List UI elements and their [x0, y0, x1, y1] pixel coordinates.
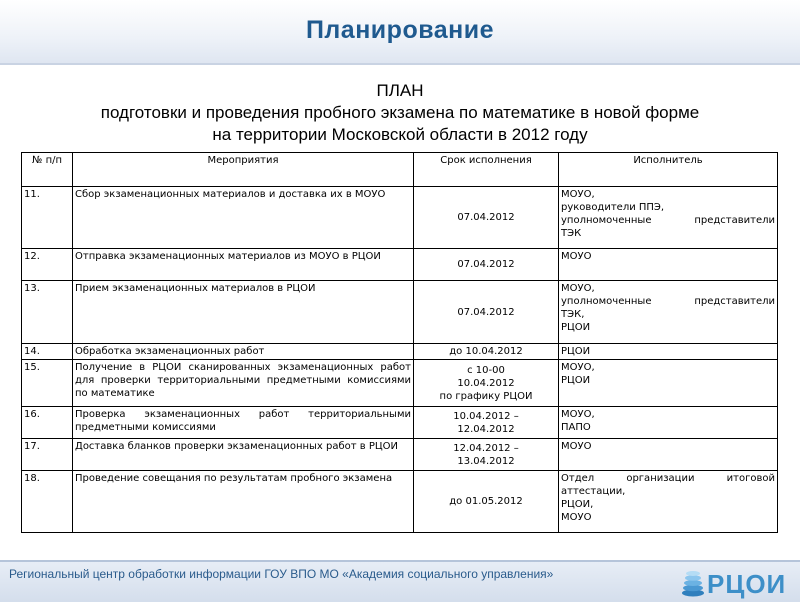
table-row	[22, 281, 778, 344]
executor-line: МОУО	[561, 251, 592, 262]
footer-organization: Региональный центр обработки информации ГОУ ВПО МО «Академия социального управления»	[9, 567, 554, 581]
header-num: № п/п	[22, 153, 73, 187]
row-num: 13.	[22, 281, 73, 344]
row-executor	[559, 360, 778, 407]
row-date	[414, 249, 559, 281]
executor-line: МОУО,	[561, 362, 595, 373]
date-line: с 10-00	[467, 364, 505, 376]
table-row	[22, 249, 778, 281]
table-header-row	[22, 153, 778, 187]
row-executor	[559, 407, 778, 439]
executor-line: РЦОИ,	[561, 499, 594, 510]
row-executor	[559, 344, 778, 360]
table-row	[22, 360, 778, 407]
row-date	[414, 360, 559, 407]
plan-heading-line3: на территории Московской области в 2012 году	[212, 125, 588, 144]
row-date	[414, 471, 559, 533]
row-date	[414, 281, 559, 344]
executor-line: аттестации,	[561, 486, 626, 497]
date-line: 10.04.2012 –	[453, 410, 519, 422]
stacked-discs-icon	[681, 568, 707, 598]
row-executor	[559, 439, 778, 471]
executor-line: ТЭК,	[561, 309, 585, 320]
date-line: 07.04.2012	[457, 259, 515, 270]
row-event: Обработка экзаменационных работ	[73, 344, 414, 360]
row-executor	[559, 187, 778, 249]
table-row	[22, 344, 778, 360]
row-num: 16.	[22, 407, 73, 439]
row-event: Проведение совещания по результатам пробного экзамена	[73, 471, 414, 533]
date-line: 13.04.2012	[457, 455, 515, 467]
rcoi-logo	[681, 568, 796, 600]
row-date	[414, 439, 559, 471]
header-executor: Исполнитель	[559, 153, 778, 187]
executor-line: ТЭК	[561, 228, 582, 239]
row-executor	[559, 471, 778, 533]
row-event: Проверка экзаменационных работ территориальными предметными комиссиями	[73, 407, 414, 439]
plan-heading-line2: подготовки и проведения пробного экзамена по математике в новой форме	[100, 103, 700, 122]
executor-line: РЦОИ	[561, 375, 591, 386]
executor-line: МОУО,	[561, 189, 595, 200]
row-executor	[559, 249, 778, 281]
plan-heading	[0, 80, 800, 146]
row-event: Прием экзаменационных материалов в РЦОИ	[73, 281, 414, 344]
row-date	[414, 344, 559, 360]
row-event: Получение в РЦОИ сканированных экзаменационных работ для проверки территориальными предметными комиссиями по математике	[73, 360, 414, 407]
row-num: 12.	[22, 249, 73, 281]
logo-text: РЦОИ	[707, 569, 787, 599]
executor-line: МОУО,	[561, 283, 595, 294]
row-date	[414, 407, 559, 439]
plan-table	[21, 152, 778, 533]
header-event: Мероприятия	[73, 153, 414, 187]
row-event: Отправка экзаменационных материалов из МОУО в РЦОИ	[73, 249, 414, 281]
row-num: 11.	[22, 187, 73, 249]
table-row	[22, 439, 778, 471]
row-event: Доставка бланков проверки экзаменационных работ в РЦОИ	[73, 439, 414, 471]
header-date: Срок исполнения	[414, 153, 559, 187]
row-date	[414, 187, 559, 249]
header-divider	[0, 63, 800, 65]
table-body	[22, 187, 778, 533]
row-executor	[559, 281, 778, 344]
slide-title: Планирование	[305, 16, 495, 44]
executor-line: уполномоченные представители	[561, 215, 775, 226]
date-line: до 10.04.2012	[449, 346, 523, 357]
date-line: 07.04.2012	[457, 306, 515, 318]
row-event: Сбор экзаменационных материалов и доставка их в МОУО	[73, 187, 414, 249]
date-line: до 01.05.2012	[449, 496, 523, 507]
executor-line: РЦОИ	[561, 322, 591, 333]
date-line: 07.04.2012	[457, 212, 515, 223]
executor-line: руководители ППЭ,	[561, 202, 665, 213]
table-row	[22, 187, 778, 249]
row-num: 14.	[22, 344, 73, 360]
date-line: по графику РЦОИ	[439, 390, 533, 402]
table-row	[22, 407, 778, 439]
executor-line: Отдел организации итоговой	[561, 473, 775, 484]
executor-line: МОУО,	[561, 409, 595, 420]
date-line: 12.04.2012	[457, 423, 515, 435]
executor-line: РЦОИ	[561, 346, 591, 357]
row-num: 17.	[22, 439, 73, 471]
plan-heading-line1: ПЛАН	[376, 81, 424, 100]
date-line: 10.04.2012	[457, 377, 515, 389]
row-num: 15.	[22, 360, 73, 407]
executor-line: ПАПО	[561, 422, 591, 433]
executor-line: уполномоченные представители	[561, 296, 775, 307]
date-line: 12.04.2012 –	[453, 442, 519, 454]
row-num: 18.	[22, 471, 73, 533]
table-row	[22, 471, 778, 533]
executor-line: МОУО	[561, 512, 592, 523]
executor-line: МОУО	[561, 441, 592, 452]
